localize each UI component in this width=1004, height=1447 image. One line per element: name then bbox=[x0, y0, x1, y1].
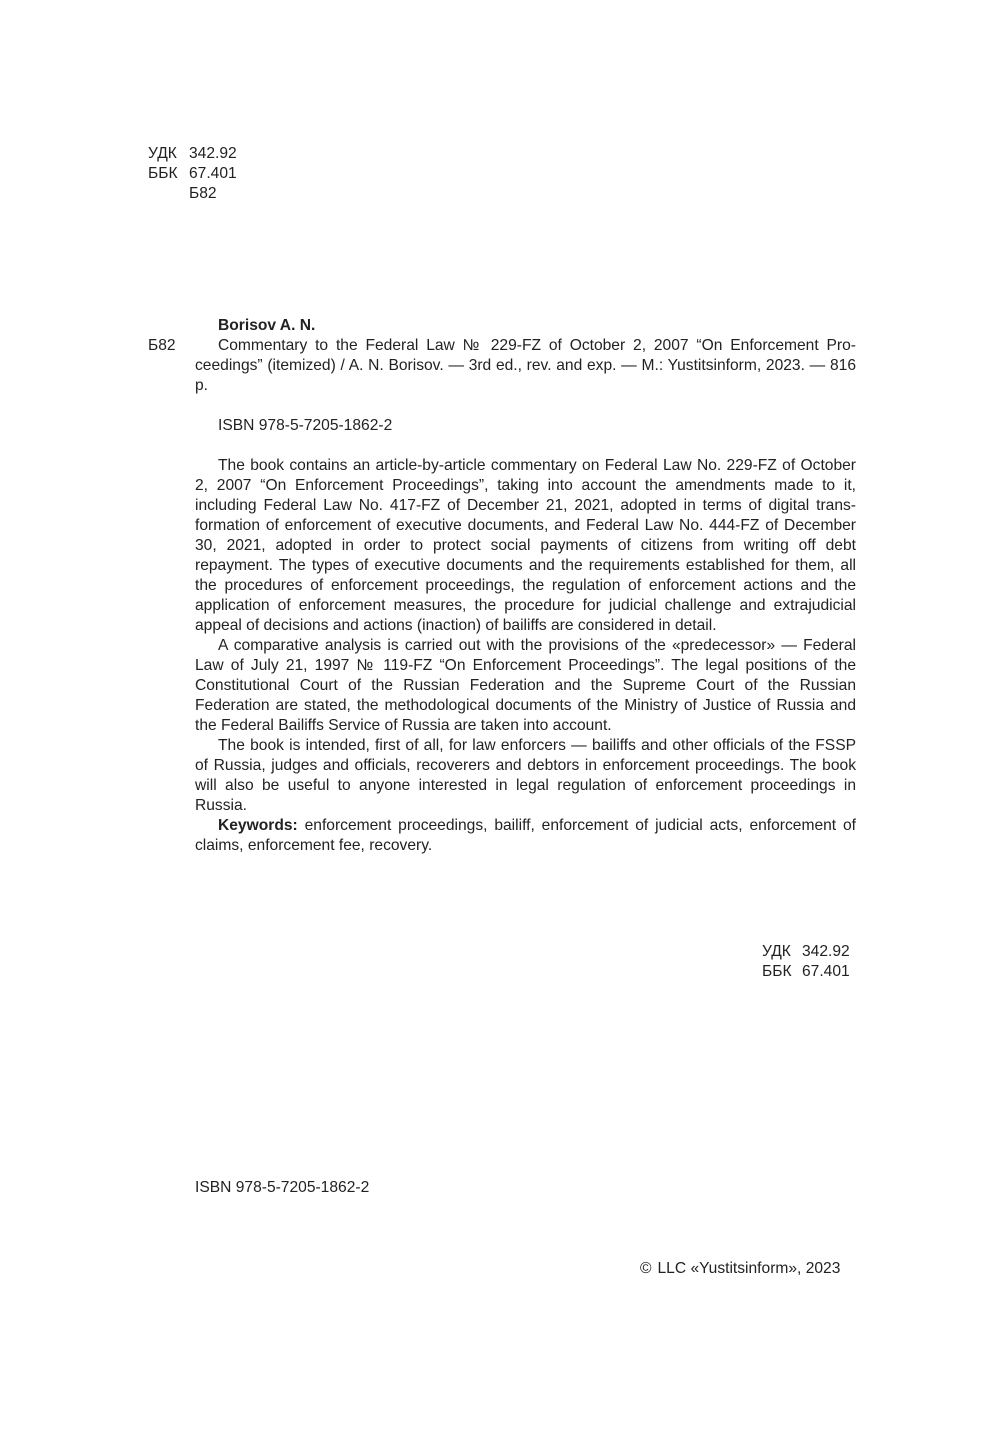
udk-value: 342.92 bbox=[802, 943, 850, 960]
bbk-row bbox=[148, 164, 237, 184]
copyright-text: LLC «Yustitsinform», 2023 bbox=[657, 1260, 841, 1277]
abstract bbox=[195, 456, 856, 856]
udk-label: УДК bbox=[762, 943, 791, 960]
bibliographic-sign: Б82 bbox=[148, 337, 176, 354]
bottom-classification-codes bbox=[762, 942, 850, 982]
copyright-symbol: © bbox=[640, 1260, 652, 1277]
bbk-label: ББК bbox=[148, 165, 178, 182]
keywords-text: enforcement proceedings, bailiff, enforcement of judicial acts, enforcement of claims, enforcement fee, recovery. bbox=[195, 817, 856, 854]
udk-row bbox=[762, 942, 850, 962]
bbk-value: 67.401 bbox=[189, 165, 237, 182]
bibliographic-reference bbox=[195, 336, 856, 396]
top-classification-codes bbox=[148, 144, 237, 204]
footer-isbn: ISBN 978-5-7205-1862-2 bbox=[195, 1179, 370, 1196]
abstract-paragraph: The book is intended, first of all, for law enforcers — bailiffs and other officials of the FSSP of Russia, judges and officials, recoverers and debtors in enforcement proceedings. The book will also be useful to anyone interested in legal regulation of enforcement proceedings in Russia. bbox=[195, 737, 856, 814]
udk-value: 342.92 bbox=[189, 145, 237, 162]
keywords-paragraph bbox=[195, 816, 856, 856]
keywords-label: Keywords: bbox=[218, 817, 298, 834]
author-name: Borisov A. N. bbox=[218, 317, 316, 334]
bbk-label: ББК bbox=[762, 963, 792, 980]
copyright-line bbox=[640, 1259, 840, 1279]
isbn-record: ISBN 978-5-7205-1862-2 bbox=[218, 417, 393, 434]
bbk-value: 67.401 bbox=[802, 963, 850, 980]
author-sign: Б82 bbox=[189, 185, 217, 202]
abstract-paragraph: A comparative analysis is carried out with the provisions of the «predecessor» — Federal Law of July 21, 1997 № 119-FZ “On Enforcement Proceedings”. The legal positions of the Constitutional Court of the Russian Federation and the Supreme Court of the Russian Federation are stated, the methodological documents of the Ministry of Justice of Russia and the Federal Bailiffs Service of Russia are taken into account. bbox=[195, 637, 856, 734]
udk-row bbox=[148, 144, 237, 164]
udk-label: УДК bbox=[148, 145, 177, 162]
reference-text: Commentary to the Federal Law № 229-FZ of October 2, 2007 “On Enforcement Proceedings” (itemized) / A. N. Borisov. — 3rd ed., rev. and exp. — M.: Yustitsinform, 2023. — 816 p. bbox=[195, 337, 856, 394]
bbk-row bbox=[762, 962, 850, 982]
abstract-paragraph: The book contains an article-by-article commentary on Federal Law No. 229-FZ of October 2, 2007 “On Enforcement Proceedings”, taking into account the amendments made to it, including Federal Law No. 417-FZ of December 21, 2021, adopted in terms of digital transformation of enforcement of executive documents, and Federal Law No. 444-FZ of December 30, 2021, adopted in order to protect social payments of citizens from writing off debt repayment. The types of executive documents and the requirements established for them, all the procedures of enforcement proceedings, the regulation of enforcement actions and the application of enforcement measures, the procedure for judicial challenge and extrajudicial appeal of decisions and actions (inaction) of bailiffs are considered in detail. bbox=[195, 457, 856, 634]
